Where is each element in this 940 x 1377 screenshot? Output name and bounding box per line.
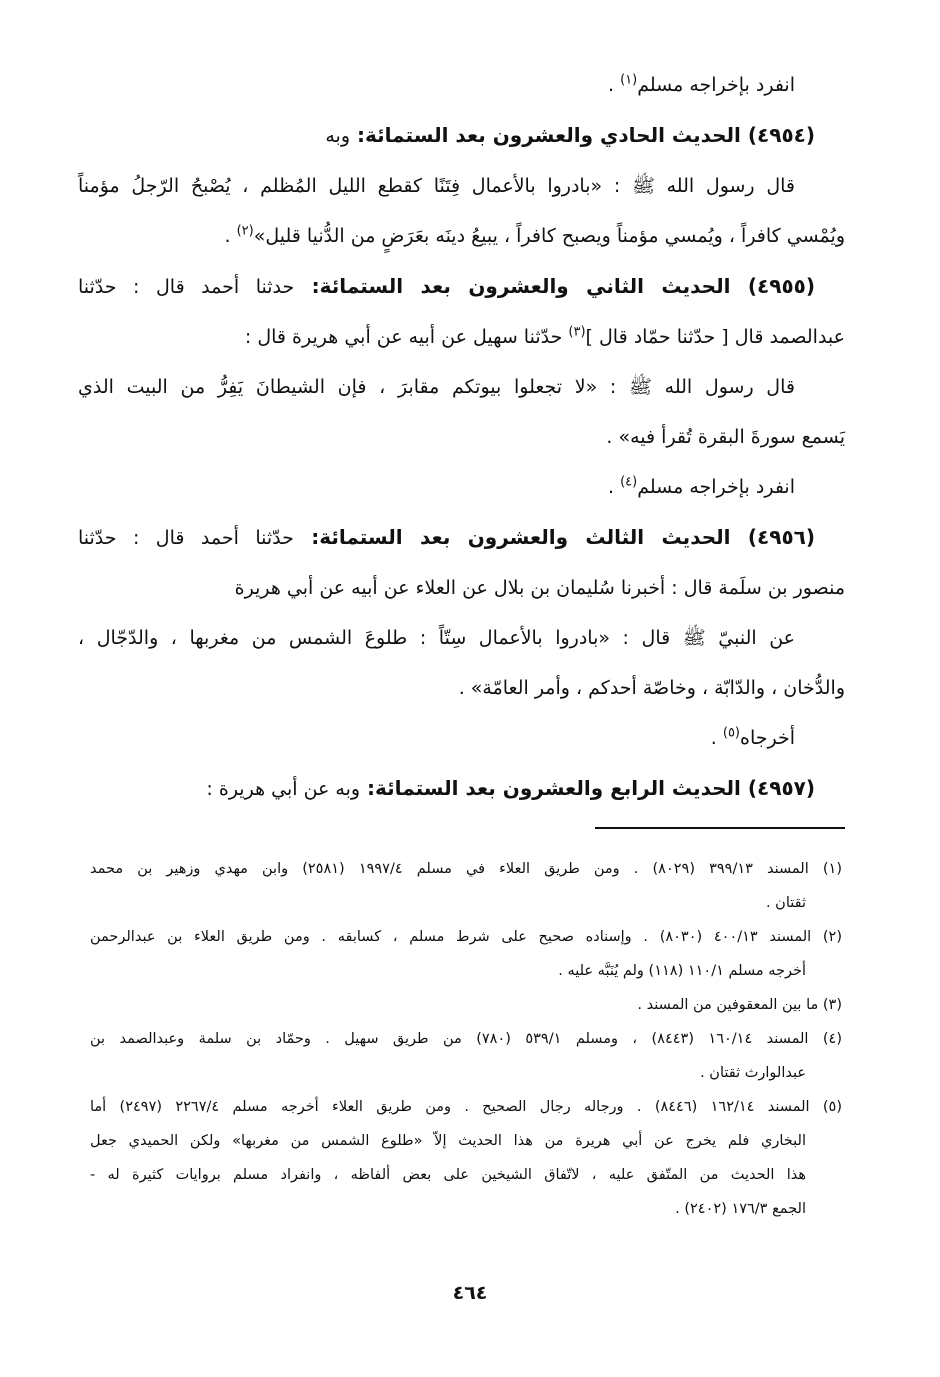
line-text: والدُّخان ، والدّابّة ، وخاصّة أحدكم ، وأمر العامّة» . [458,677,845,699]
text-line [78,462,845,512]
period: . [224,225,237,247]
footnote-line: ثقتان . [765,895,806,911]
footnote-ref: (٤) [620,474,638,490]
text-line [78,713,845,763]
line-text: انفرد بإخراجه مسلم [637,476,795,498]
text-line [78,613,845,663]
footnote-separator [595,827,845,829]
page-number: ٤٦٤ [452,1282,488,1304]
main-text [78,60,845,814]
line-text: حدّثنا سهيل عن أبيه عن أبي هريرة قال : [244,326,563,348]
heading-title: (٤٩٥٦) الحديث الثالث والعشرون بعد الستمائة: [311,525,815,549]
footnote-line: عبدالوارث ثقتان . [700,1065,806,1081]
text-line [78,412,845,462]
heading-rest: وبه عن أبي هريرة : [206,778,361,800]
heading-title: (٤٩٥٤) الحديث الحادي والعشرون بعد الستمائة: [357,123,815,147]
hadith-heading [78,512,845,563]
footnote-ref: (٣) [568,324,586,340]
footnotes [90,852,842,1226]
text-line [78,60,845,110]
period: . [607,476,621,498]
line-text: عن النبيّ ﷺ قال : «بادروا بالأعمال سِتّاً : طلوعَ الشمس من مغربها ، والدّجّال ، [78,627,795,649]
footnote-ref: (٢) [236,223,254,239]
footnote-line: الجمع ١٧٦/٣ (٢٤٠٢) . [675,1201,806,1217]
text-line [78,563,845,613]
line-text: منصور بن سلَمة قال : أخبرنا سُليمان بن بلال عن العلاء عن أبيه عن أبي هريرة [234,577,845,599]
footnote-line: (١) المسند ٣٩٩/١٣ (٨٠٢٩) . ومن طريق العلاء في مسلم ١٩٩٧/٤ (٢٥٨١) وابن مهدي وزهير بن محمد [90,861,842,877]
line-text: أخرجاه [740,727,795,749]
line-text: انفرد بإخراجه مسلم [637,74,795,96]
line-text: قال رسول الله ﷺ : «بادروا بالأعمال فِتَنًا كقطع الليل المُظلم ، يُصْبحُ الرّجلُ مؤمناً [78,175,795,197]
footnote-line: (٥) المسند ١٦٢/١٤ (٨٤٤٦) . ورجاله رجال الصحيح . ومن طريق العلاء أخرجه مسلم ٢٢٦٧/٤ (٢٤٩٧) أما [90,1099,842,1115]
line-text: قال رسول الله ﷺ : «لا تجعلوا بيوتكم مقابرَ ، فإن الشيطانَ يَفِرُّ من البيت الذي [78,376,795,398]
footnote-ref: (٥) [722,725,740,741]
period: . [710,727,723,749]
text-line [78,663,845,713]
text-line [78,211,845,261]
footnote-line: أخرجه مسلم ١١٠/١ (١١٨) ولم يُنَبَّه عليه . [558,963,806,979]
text-line [78,312,845,362]
footnote-line: (٤) المسند ١٦٠/١٤ (٨٤٤٣) ، ومسلم ٥٣٩/١ (٧٨٠) من طريق سهيل . وحمّاد بن سلمة وعبدالصمد بن [90,1031,842,1047]
heading-rest: وبه [325,125,351,147]
text-line [78,362,845,412]
period: . [607,74,621,96]
hadith-heading [78,110,845,161]
text-line [78,161,845,211]
footnote-line: (٢) المسند ٤٠٠/١٣ (٨٠٣٠) . وإسناده صحيح على شرط مسلم ، كسابقه . ومن طريق العلاء بن عبدالرحمن [90,929,842,945]
hadith-heading [78,261,845,312]
heading-rest: حدثنا أحمد قال : حدّثنا [78,276,295,298]
line-text: عبدالصمد قال [ حدّثنا حمّاد قال ] [585,326,845,348]
hadith-heading [78,763,845,814]
line-text: يَسمع سورةَ البقرة تُقرأ فيه» . [606,426,845,448]
line-text: ويُمْسي كافراً ، ويُمسي مؤمناً ويصبح كافراً ، يبيعُ دينَه بعَرَضٍ من الدُّنيا قليل» [253,225,845,247]
footnote-line: هذا الحديث من المتّفق عليه ، لاتّفاق الشيخين على بعض ألفاظه ، وانفراد مسلم بروايات كثيرة له - [90,1167,806,1183]
heading-rest: حدّثنا أحمد قال : حدّثنا [78,527,294,549]
heading-title: (٤٩٥٧) الحديث الرابع والعشرون بعد الستمائة: [367,776,815,800]
footnote-line: (٣) ما بين المعقوفين من المسند . [637,997,842,1013]
heading-title: (٤٩٥٥) الحديث الثاني والعشرون بعد الستمائة: [311,274,815,298]
footnote-line: البخاري فلم يخرج عن أبي هريرة من هذا الحديث إلاّ «طلوع الشمس من مغربها» ولكن الحميدي جعل [90,1133,806,1149]
footnote-ref: (١) [620,72,638,88]
